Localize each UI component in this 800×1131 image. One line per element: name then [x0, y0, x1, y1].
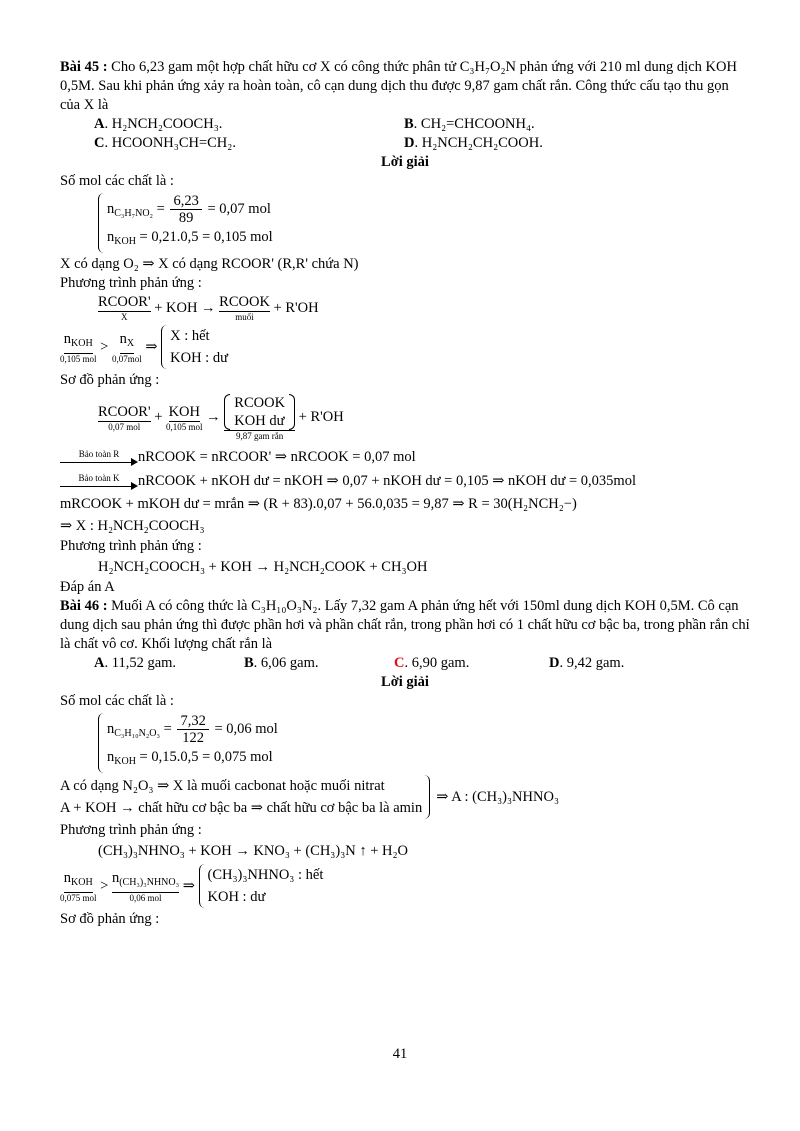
- q46-option-a: A. 11,52 gam.: [94, 655, 177, 671]
- q46-eq-intro: Phương trình phản ứng :: [60, 822, 202, 838]
- q45-label: Bài 45 :: [60, 59, 108, 75]
- q46-options: [94, 654, 750, 673]
- q45-form-line: X có dạng O₂ ⇒ X có dạng RCOOR' (R,R' chứa N): [60, 256, 359, 272]
- q45-eq2-intro: Phương trình phản ứng :: [60, 538, 202, 554]
- q45-option-b-text: . CH₂=CHCOONH₄.: [413, 116, 535, 132]
- arrow-icon: Bảo toàn R: [60, 449, 138, 467]
- q46-comparison: $n_{KOH}$ 0,075 mol > $n_{(CH_3)_3NHNO_3}$ 0,06 mol ⇒ (CH₃)₃NHNO₃ : hết KOH : dư: [60, 864, 750, 908]
- q45-text: Cho 6,23 gam một hợp chất hữu cơ X có công thức phân tử C₃H₇O₂N phản ứng với 210 ml dung dịch KOH 0,5M. Sau khi phản ứng xảy ra hoàn toàn, cô cạn dung dịch thu được 9,87 gam chất rắn. Công thức cấu tạo thu gọn của X là: [60, 59, 737, 113]
- q45-comparison: $n_{KOH}$ 0,105 mol > $n_X$ 0,07mol ⇒ X : hết KOH : dư: [60, 325, 750, 369]
- q46-moles-system: [98, 713, 750, 773]
- q45-scheme-intro: Sơ đồ phản ứng :: [60, 372, 160, 388]
- q45-option-c-key: C: [94, 135, 105, 151]
- q45-option-b-key: B: [404, 116, 414, 132]
- right-brace-icon: [424, 775, 430, 819]
- q45-mass-line: mRCOOK + mKOH dư = mrắn ⇒ (R + 83).0,07 + 56.0,035 = 9,87 ⇒ R = 30(H₂NCH₂−): [60, 496, 577, 512]
- q45-option-d: [404, 134, 784, 153]
- q45-option-b: [404, 115, 784, 134]
- q45-option-a: [94, 115, 404, 134]
- q45-conservation-r: Bảo toàn R nRCOOK = nRCOOR' ⇒ nRCOOK = 0,07 mol: [60, 445, 750, 469]
- q45-option-d-key: D: [404, 135, 415, 151]
- page-number: 41: [392, 1046, 408, 1062]
- fraction: $\frac{7,32}{122}$: [177, 713, 208, 746]
- left-brace-icon: [161, 325, 167, 369]
- q46-equation: (CH₃)₃NHNO₃ + KOH → KNO₃ + (CH₃)₃N ↑ + H₂O: [98, 843, 409, 859]
- q45-equation: RCOOR' X + KOH → RCOOK muối + R'OH: [98, 294, 319, 322]
- q45-option-c-text: . HCOONH₃CH=CH₂.: [104, 135, 236, 151]
- q45-moles-system: [98, 193, 750, 253]
- q45-eq-intro: Phương trình phản ứng :: [60, 275, 202, 291]
- q45-mol-line-2: $n_{KOH} = 0,21.0,5 = 0,105$ mol: [107, 229, 273, 247]
- q46-moles-intro: Số mol các chất là :: [60, 693, 174, 709]
- page-content: [60, 58, 750, 929]
- q45-conservation-k: Bảo toàn K nRCOOK + nKOH dư = nKOH ⇒ 0,07 + nKOH dư = 0,105 ⇒ nKOH dư = 0,035mol: [60, 469, 750, 493]
- q45-option-d-text: . H₂NCH₂CH₂COOH.: [414, 135, 543, 151]
- q46-scheme-intro: Sơ đồ phản ứng :: [60, 911, 160, 927]
- q45-option-a-key: A: [94, 116, 105, 132]
- q46-question: [60, 597, 750, 654]
- q46-correct-key: C: [394, 655, 405, 671]
- left-brace-icon: [98, 713, 104, 773]
- q46-option-b: B. 6,06 gam.: [244, 655, 319, 671]
- fraction: $\frac{6,23}{89}$: [170, 193, 201, 226]
- q45-solution-title: Lời giải: [381, 154, 429, 170]
- q46-label: Bài 46 :: [60, 598, 108, 614]
- q46-option-d: D. 9,42 gam.: [549, 655, 625, 671]
- q46-mol-line-2: $n_{KOH} = 0,15.0,5 = 0,075$ mol: [107, 749, 273, 767]
- q46-text: Muối A có công thức là C₃H₁₀O₃N₂. Lấy 7,32 gam A phản ứng hết với 150ml dung dịch KOH 0,5M. Cô cạn dung dịch sau phản ứng thì được phần hơi và phần chất rắn, trong phần hơi có 1 chất hữu cơ bậc ba, trong phần rắn chỉ là chất vô cơ. Khối lượng chất rắn là: [60, 598, 750, 652]
- q45-moles-intro: Số mol các chất là :: [60, 173, 174, 189]
- q46-mol-line-1: $n_{C_3H_{10}N_2O_3}$ = $\frac{7,32}{122}$ = 0,06 mol: [107, 713, 278, 746]
- q45-options: [94, 115, 750, 153]
- q45-mol-line-1: $n_{C_3H_7NO_2}$ = $\frac{6,23}{89}$ = 0,07 mol: [107, 193, 271, 226]
- q45-eq2: H₂NCH₂COOCH₃ + KOH → H₂NCH₂COOK + CH₃OH: [98, 559, 428, 575]
- q46-reasoning: A có dạng N₂O₃ ⇒ X là muối cacbonat hoặc muối nitrat A + KOH → chất hữu cơ bậc ba ⇒ chất hữu cơ bậc ba là amin ⇒ A : (CH₃)₃NHNO₃: [60, 775, 750, 819]
- q45-scheme: RCOOR' 0,07 mol + KOH 0,105 mol → RCOOK KOH dư 9,87 gam rắn + R'OH: [98, 395, 344, 441]
- q46-solution-title: Lời giải: [381, 674, 429, 690]
- q45-x-line: ⇒ X : H₂NCH₂COOCH₃: [60, 518, 205, 534]
- q45-option-c: [94, 134, 404, 153]
- left-brace-icon: [199, 864, 205, 908]
- left-brace-icon: [98, 193, 104, 253]
- q45-option-a-text: . H₂NCH₂COOCH₃.: [104, 116, 223, 132]
- q46-option-c: C. 6,90 gam.: [394, 655, 470, 671]
- arrow-icon: Bảo toàn K: [60, 473, 138, 491]
- q45-question: [60, 58, 750, 115]
- q45-answer: Đáp án A: [60, 579, 115, 595]
